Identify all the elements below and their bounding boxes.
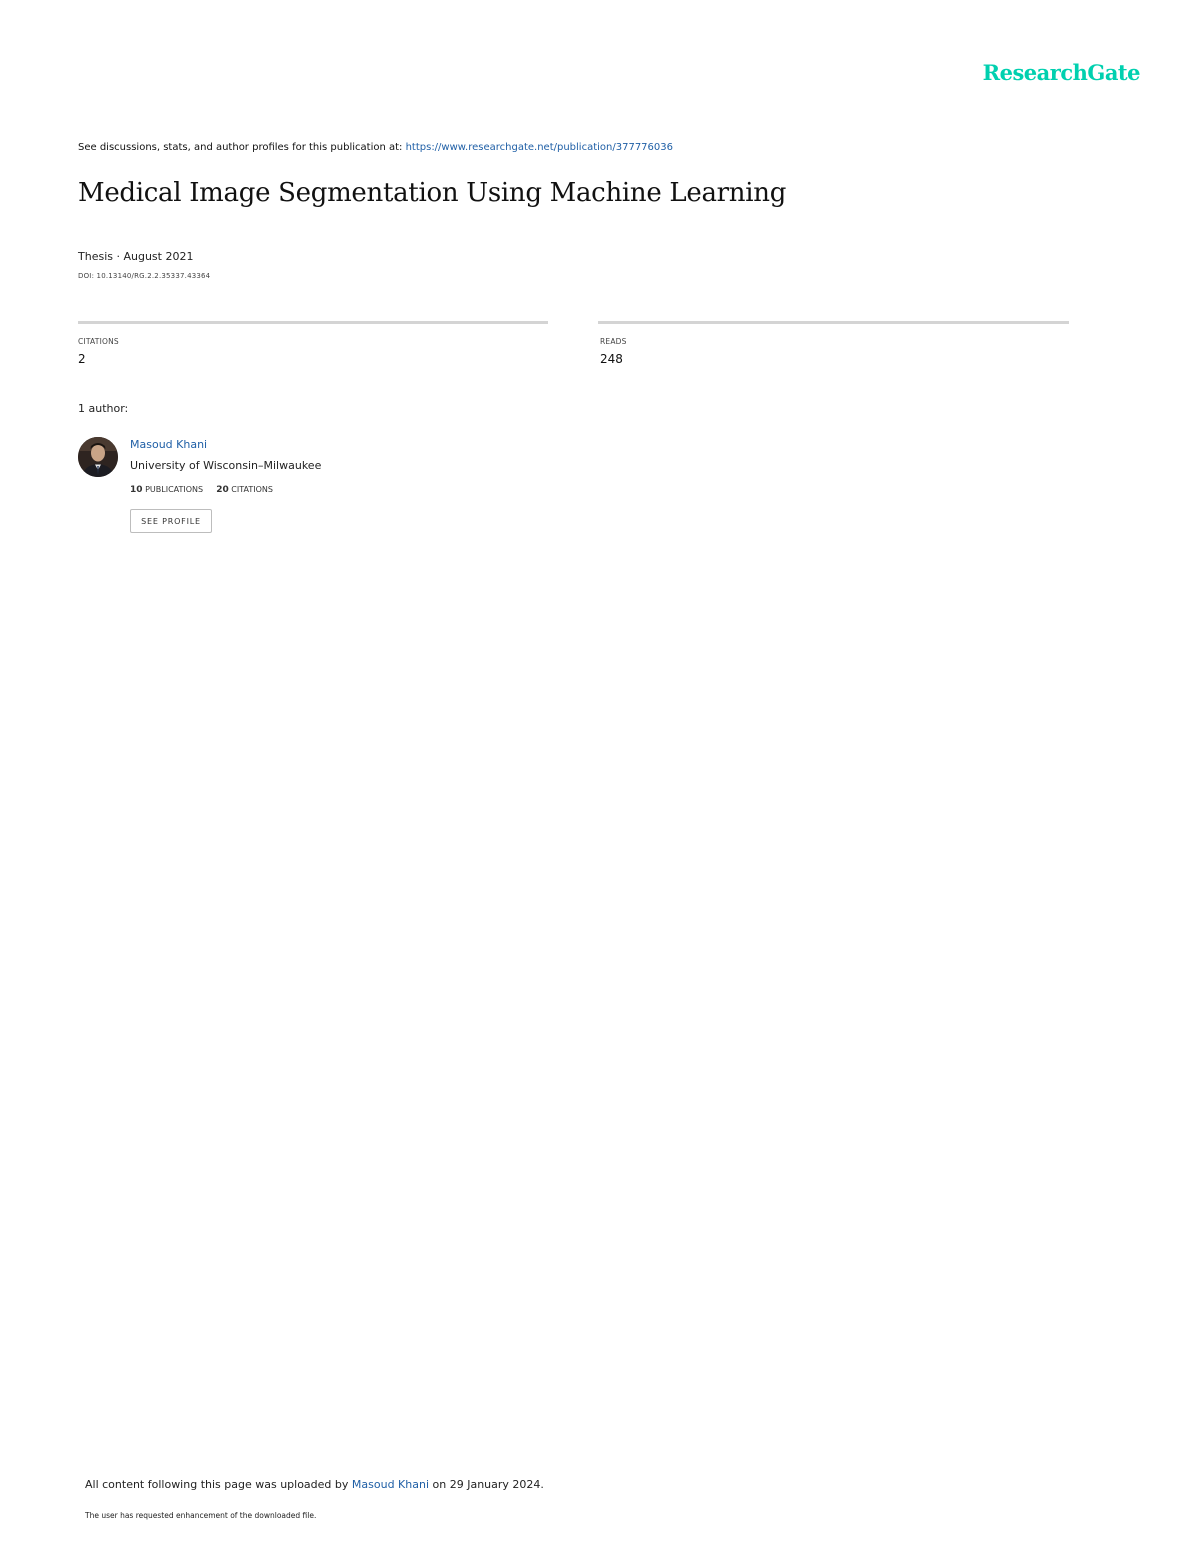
author-citations-label: CITATIONS bbox=[231, 485, 273, 494]
publication-source-line bbox=[78, 142, 673, 153]
publication-type-date: Thesis · August 2021 bbox=[78, 250, 194, 263]
upload-note bbox=[85, 1478, 544, 1491]
source-intro-text: See discussions, stats, and author profiles for this publication at: bbox=[78, 142, 406, 153]
see-profile-button[interactable]: SEE PROFILE bbox=[130, 509, 212, 533]
citations-divider bbox=[78, 321, 548, 324]
reads-label: READS bbox=[600, 337, 627, 346]
citations-label: CITATIONS bbox=[78, 337, 119, 346]
upload-suffix: on 29 January 2024. bbox=[429, 1478, 544, 1491]
author-name-link[interactable]: Masoud Khani bbox=[130, 438, 208, 451]
publication-doi: DOI: 10.13140/RG.2.2.35337.43364 bbox=[78, 272, 211, 280]
uploader-link[interactable]: Masoud Khani bbox=[351, 1478, 430, 1491]
author-institution: University of Wisconsin–Milwaukee bbox=[130, 459, 322, 472]
author-publications-label: PUBLICATIONS bbox=[145, 485, 204, 494]
publication-title: Medical Image Segmentation Using Machine Learning bbox=[78, 178, 787, 208]
citations-count: 2 bbox=[78, 352, 86, 366]
author-publications-count: 10 bbox=[130, 485, 143, 495]
enhancement-note: The user has requested enhancement of the downloaded file. bbox=[85, 1511, 317, 1520]
author-avatar[interactable] bbox=[78, 437, 118, 477]
author-citations-count: 20 bbox=[216, 485, 229, 495]
researchgate-logo[interactable]: ResearchGate bbox=[982, 60, 1140, 85]
author-stats bbox=[130, 485, 273, 495]
author-photo-icon bbox=[78, 437, 118, 477]
author-count-label: 1 author: bbox=[78, 402, 129, 415]
upload-prefix: All content following this page was uploaded by bbox=[85, 1478, 352, 1491]
reads-divider bbox=[598, 321, 1069, 324]
publication-url-link[interactable]: https://www.researchgate.net/publication/377776036 bbox=[405, 142, 673, 153]
reads-count: 248 bbox=[600, 352, 623, 366]
